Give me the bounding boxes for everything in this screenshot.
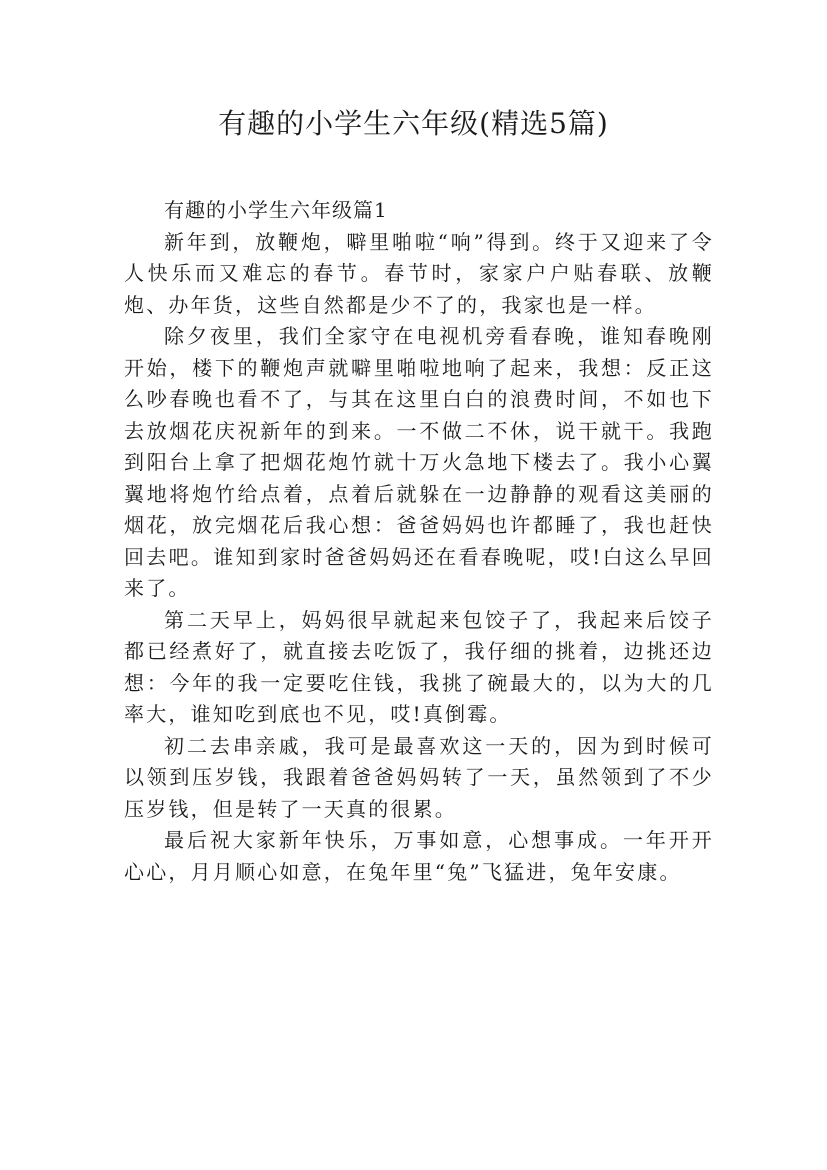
paragraph: 第二天早上，妈妈很早就起来包饺子了，我起来后饺子都已经煮好了，就直接去吃饭了，我仔细的挑着，边挑还边想：今年的我一定要吃住钱，我挑了碗最大的，以为大的几率大，谁知吃到底也不见，哎!真倒霉。 <box>124 607 714 726</box>
document-body <box>124 195 714 888</box>
paragraph: 最后祝大家新年快乐，万事如意，心想事成。一年开开心心，月月顺心如意，在兔年里“兔”飞猛进，兔年安康。 <box>124 828 714 884</box>
paragraph: 新年到，放鞭炮，噼里啪啦“响”得到。终于又迎来了令人快乐而又难忘的春节。春节时，家家户户贴春联、放鞭炮、办年货，这些自然都是少不了的，我家也是一样。 <box>124 229 714 317</box>
section-heading: 有趣的小学生六年级篇1 <box>164 198 388 222</box>
paragraph: 初二去串亲戚，我可是最喜欢这一天的，因为到时候可以领到压岁钱，我跟着爸爸妈妈转了一天，虽然领到了不少压岁钱，但是转了一天真的很累。 <box>124 733 714 821</box>
paragraph: 除夕夜里，我们全家守在电视机旁看春晚，谁知春晚刚开始，楼下的鞭炮声就噼里啪啦地响了起来，我想：反正这么吵春晚也看不了，与其在这里白白的浪费时间，不如也下去放烟花庆祝新年的到来。一不做二不休，说干就干。我跑到阳台上拿了把烟花炮竹就十万火急地下楼去了。我小心翼翼地将炮竹给点着，点着后就躲在一边静静的观看这美丽的烟花，放完烟花后我心想：爸爸妈妈也许都睡了，我也赶快回去吧。谁知到家时爸爸妈妈还在看春晚呢，哎!白这么早回来了。 <box>124 324 714 600</box>
document-title: 有趣的小学生六年级(精选5篇) <box>218 107 609 140</box>
